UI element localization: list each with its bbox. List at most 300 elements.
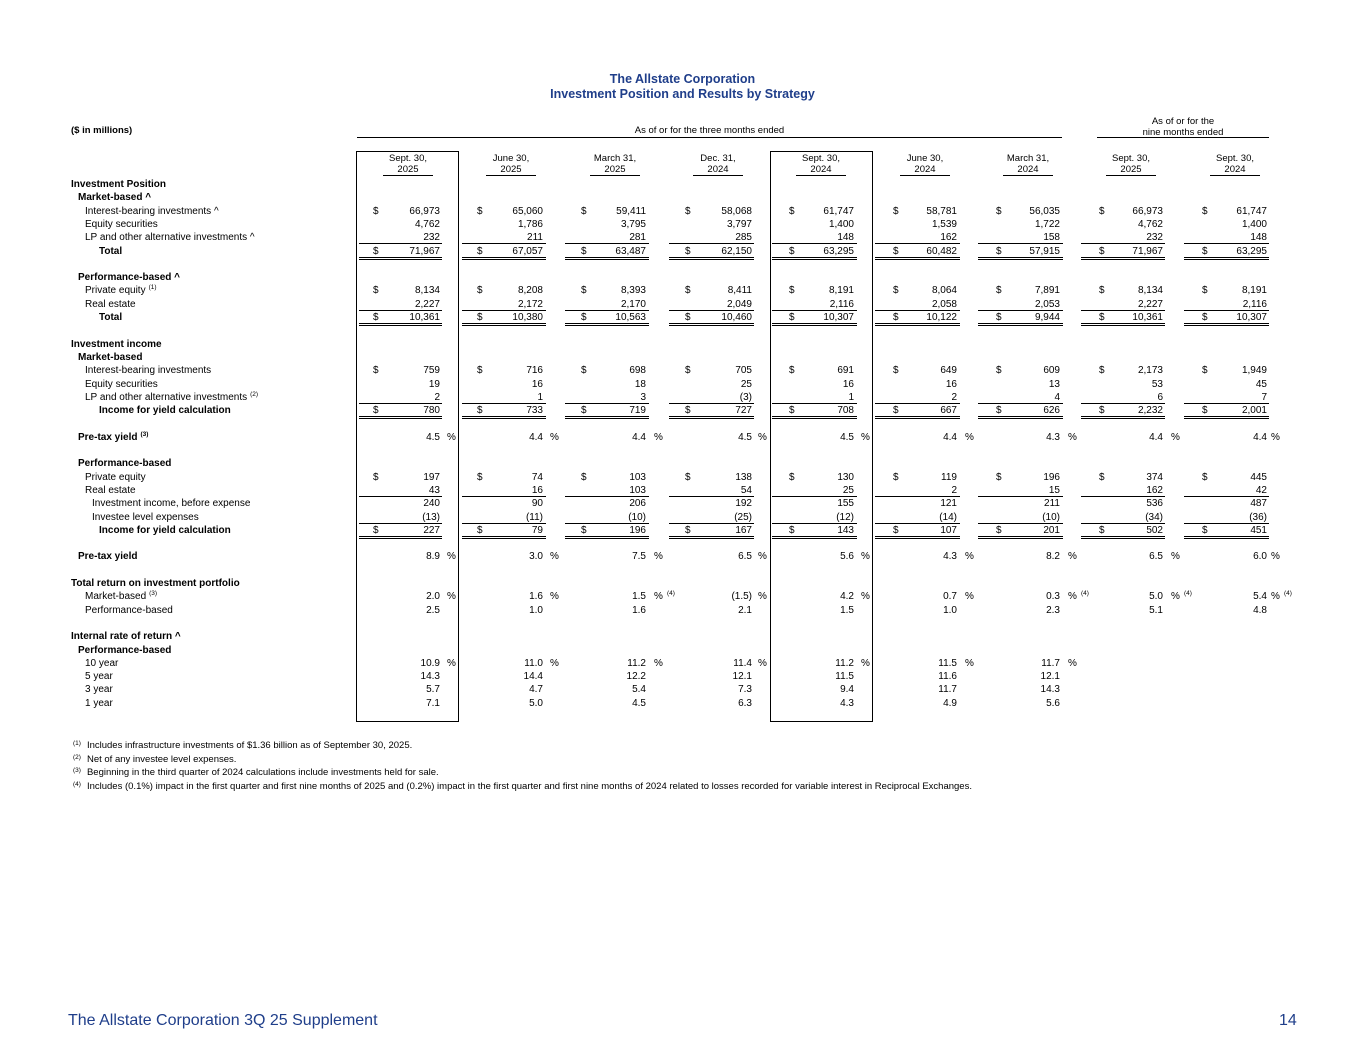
cell-value: (13) — [422, 511, 440, 523]
row-label-text: Private equity — [85, 285, 146, 297]
underline — [978, 323, 1063, 324]
underline — [669, 257, 754, 258]
footer-title: The Allstate Corporation 3Q 25 Supplement — [68, 1012, 378, 1029]
currency-symbol: $ — [685, 245, 691, 257]
row-label — [99, 404, 231, 417]
percent-symbol: % — [1171, 431, 1180, 443]
cell-value: 201 — [1043, 524, 1060, 536]
cell-value: 14.3 — [420, 671, 440, 683]
double-underline — [669, 325, 754, 326]
double-underline — [875, 259, 960, 260]
three-month-rule — [357, 137, 1062, 138]
cell-value: 43 — [428, 484, 440, 496]
cell-value: 649 — [940, 365, 957, 377]
double-underline — [669, 538, 754, 539]
currency-symbol: $ — [996, 205, 1002, 217]
currency-symbol: $ — [685, 471, 691, 483]
currency-symbol: $ — [893, 471, 899, 483]
units-label: ($ in millions) — [71, 125, 133, 136]
table-row — [0, 577, 1365, 590]
cell-value: 4.3 — [840, 697, 854, 709]
table-row — [0, 245, 1365, 258]
row-label-text: Equity securities — [85, 378, 158, 390]
row-label-text: Total — [99, 245, 123, 257]
footnote-marker: (4) — [1284, 590, 1292, 598]
cell-value: 2,116 — [829, 298, 854, 310]
cell-value: 63,295 — [823, 245, 854, 257]
currency-symbol: $ — [477, 405, 483, 417]
cell-value: 62,150 — [721, 245, 752, 257]
column-header-line1: Sept. 30, — [1215, 153, 1255, 164]
cell-value: 143 — [837, 524, 854, 536]
cell-value: 2,170 — [620, 298, 646, 310]
cell-value: 4 — [1054, 391, 1060, 403]
row-label — [78, 351, 142, 364]
currency-symbol: $ — [996, 524, 1002, 536]
cell-value: 103 — [629, 484, 646, 496]
row-label-text: Total — [99, 312, 123, 323]
cell-value: 1,539 — [931, 218, 957, 230]
currency-symbol: $ — [1099, 524, 1105, 536]
cell-value: 4.3 — [943, 551, 957, 563]
currency-symbol: $ — [477, 312, 483, 323]
cell-value: 71,967 — [1132, 245, 1163, 257]
underline — [359, 257, 442, 258]
column-header-line1: March 31, — [1006, 153, 1050, 164]
row-label-text: Interest-bearing investments ^ — [85, 205, 219, 217]
table-row — [0, 378, 1365, 391]
percent-symbol: % — [1271, 551, 1280, 563]
cell-value: 8,208 — [517, 285, 543, 297]
double-underline — [359, 538, 442, 539]
double-underline — [565, 259, 649, 260]
underline — [875, 257, 960, 258]
percent-symbol: % — [861, 431, 870, 443]
column-header-line1: June 30, — [906, 153, 944, 164]
double-underline — [359, 418, 442, 419]
table-row — [0, 484, 1365, 497]
cell-value: 4.9 — [943, 697, 957, 709]
footnote — [73, 779, 972, 793]
cell-value: 16 — [531, 484, 543, 496]
cell-value: 15 — [1048, 484, 1060, 496]
column-header — [358, 153, 458, 175]
column-header-line1: Sept. 30, — [388, 153, 428, 164]
table-row — [0, 205, 1365, 218]
percent-symbol: % — [758, 431, 767, 443]
footnote — [73, 738, 412, 752]
percent-symbol: % — [1068, 591, 1077, 603]
currency-symbol: $ — [893, 245, 899, 257]
cell-value: (10) — [1042, 511, 1060, 523]
double-underline — [1081, 325, 1165, 326]
currency-symbol: $ — [1202, 285, 1208, 297]
double-underline — [875, 538, 960, 539]
cell-value: 1,400 — [1241, 218, 1267, 230]
cell-value: (10) — [628, 511, 646, 523]
currency-symbol: $ — [581, 524, 587, 536]
cell-value: 4.4 — [1253, 431, 1267, 443]
cell-value: 61,747 — [823, 205, 854, 217]
currency-symbol: $ — [1099, 312, 1105, 323]
cell-value: 7.1 — [426, 697, 440, 709]
row-label-text: Equity securities — [85, 218, 158, 230]
column-header-rule — [900, 175, 950, 176]
cell-value: 1,949 — [1241, 365, 1267, 377]
percent-symbol: % — [550, 657, 559, 669]
currency-symbol: $ — [996, 285, 1002, 297]
cell-value: 8,134 — [414, 285, 440, 297]
cell-value: 196 — [1043, 471, 1060, 483]
cell-value: 155 — [837, 498, 854, 510]
cell-value: 4.5 — [632, 697, 646, 709]
row-label-text: Pre-tax yield — [78, 431, 138, 443]
row-label-text: Investee level expenses — [92, 511, 199, 523]
cell-value: 90 — [531, 498, 543, 510]
underline — [669, 536, 754, 537]
double-underline — [462, 325, 546, 326]
table-row — [0, 218, 1365, 231]
double-underline — [1184, 538, 1269, 539]
percent-symbol: % — [1271, 431, 1280, 443]
footnote-marker: (4) — [1081, 590, 1089, 598]
cell-value: 11.7 — [938, 684, 957, 696]
cell-value: 4.5 — [840, 431, 854, 443]
row-label — [85, 471, 146, 484]
percent-symbol: % — [447, 657, 456, 669]
row-label-text: Pre-tax yield — [78, 551, 138, 563]
footnote-mark: (3) — [73, 767, 81, 774]
double-underline — [875, 418, 960, 419]
cell-value: 4,762 — [414, 218, 440, 230]
row-label — [85, 657, 118, 670]
underline — [875, 416, 960, 417]
table-row — [0, 311, 1365, 324]
cell-value: 451 — [1250, 524, 1267, 536]
column-header-line2: 2024 — [914, 164, 936, 175]
cell-value: 5.6 — [840, 551, 854, 563]
row-label-text: Private equity — [85, 471, 146, 483]
currency-symbol: $ — [1202, 205, 1208, 217]
row-label — [99, 524, 231, 537]
row-label-text: Investment income, before expense — [92, 498, 251, 510]
cell-value: 4.5 — [738, 431, 752, 443]
currency-symbol: $ — [1099, 365, 1105, 377]
underline — [978, 536, 1063, 537]
double-underline — [359, 325, 442, 326]
percent-symbol: % — [654, 657, 663, 669]
underline — [772, 416, 857, 417]
currency-symbol: $ — [789, 245, 795, 257]
cell-value: 780 — [423, 405, 440, 417]
cell-value: 8,191 — [1241, 285, 1267, 297]
currency-symbol: $ — [996, 245, 1002, 257]
row-label — [78, 191, 151, 204]
percent-symbol: % — [861, 591, 870, 603]
underline — [875, 323, 960, 324]
cell-value: 19 — [428, 378, 440, 390]
cell-value: 58,781 — [926, 205, 957, 217]
column-header — [565, 153, 665, 175]
cell-value: 705 — [735, 365, 752, 377]
cell-value: 5.4 — [632, 684, 646, 696]
percent-symbol: % — [1068, 431, 1077, 443]
double-underline — [978, 538, 1063, 539]
cell-value: 0.7 — [943, 591, 957, 603]
cell-value: 4.3 — [1046, 431, 1060, 443]
cell-value: 11.2 — [627, 657, 646, 669]
cell-value: 42 — [1255, 484, 1267, 496]
column-header-line1: March 31, — [593, 153, 637, 164]
underline — [462, 323, 546, 324]
three-month-header: As of or for the three months ended — [634, 125, 785, 136]
row-label-text: Performance-based — [85, 604, 173, 616]
cell-value: 107 — [940, 524, 957, 536]
cell-value: 54 — [740, 484, 752, 496]
cell-value: 4.8 — [1253, 604, 1267, 616]
footnote-text: Includes (0.1%) impact in the first quarter and first nine months of 2025 and (0.2%) impact in the first quarter and first nine months of 2024 related to losses recorded for variable interest in Reciprocal Exchanges. — [86, 780, 972, 792]
table-row — [0, 497, 1365, 510]
column-header-rule — [693, 175, 743, 176]
cell-value: 25 — [842, 484, 854, 496]
cell-value: 10,380 — [512, 312, 543, 323]
cell-value: 1 — [537, 391, 543, 403]
currency-symbol: $ — [581, 245, 587, 257]
cell-value: 11.5 — [938, 657, 957, 669]
row-label — [85, 231, 255, 244]
currency-symbol: $ — [581, 405, 587, 417]
table-row — [0, 391, 1365, 404]
cell-value: 4.4 — [1149, 431, 1163, 443]
currency-symbol: $ — [1202, 365, 1208, 377]
percent-symbol: % — [1271, 591, 1280, 603]
currency-symbol: $ — [373, 524, 379, 536]
cell-value: 162 — [940, 232, 957, 244]
underline — [772, 536, 857, 537]
cell-value: 2.5 — [426, 604, 440, 616]
cell-value: 6 — [1157, 391, 1163, 403]
currency-symbol: $ — [685, 285, 691, 297]
row-label — [99, 311, 122, 324]
row-label-text: Income for yield calculation — [99, 405, 231, 417]
currency-symbol: $ — [685, 205, 691, 217]
double-underline — [875, 325, 960, 326]
percent-symbol: % — [447, 591, 456, 603]
cell-value: 25 — [740, 378, 752, 390]
cell-value: 71,967 — [409, 245, 440, 257]
cell-value: 60,482 — [926, 245, 957, 257]
cell-value: 138 — [735, 471, 752, 483]
currency-symbol: $ — [996, 405, 1002, 417]
currency-symbol: $ — [789, 312, 795, 323]
double-underline — [1184, 325, 1269, 326]
underline — [565, 536, 649, 537]
cell-value: 3,795 — [620, 218, 646, 230]
report-subtitle: Investment Position and Results by Strategy — [550, 87, 815, 101]
percent-symbol: % — [447, 551, 456, 563]
page-number: 14 — [1279, 1012, 1297, 1029]
row-label-text: Investment income — [71, 338, 162, 350]
underline — [359, 416, 442, 417]
cell-value: 719 — [629, 405, 646, 417]
underline — [1081, 257, 1165, 258]
percent-symbol: % — [758, 591, 767, 603]
row-label-text: Market-based — [85, 591, 147, 603]
row-label-text: Market-based — [78, 351, 143, 363]
cell-value: 67,057 — [512, 245, 543, 257]
currency-symbol: $ — [477, 471, 483, 483]
underline — [1081, 536, 1165, 537]
cell-value: 1.0 — [943, 604, 957, 616]
row-label — [71, 338, 162, 351]
column-header — [875, 153, 975, 175]
table-row — [0, 511, 1365, 524]
double-underline — [359, 259, 442, 260]
currency-symbol: $ — [789, 365, 795, 377]
underline — [772, 323, 857, 324]
cell-value: 16 — [531, 378, 543, 390]
row-label — [78, 550, 137, 563]
cell-value: 2,001 — [1241, 405, 1267, 417]
percent-symbol: % — [550, 551, 559, 563]
cell-value: 162 — [1146, 484, 1163, 496]
cell-value: 2,049 — [726, 298, 752, 310]
row-label-text: Interest-bearing investments — [85, 365, 212, 377]
cell-value: 13 — [1048, 378, 1060, 390]
column-header-line2: 2025 — [604, 164, 626, 175]
cell-value: 211 — [1044, 498, 1060, 510]
row-label-text: 5 year — [85, 671, 113, 683]
cell-value: 211 — [527, 232, 543, 244]
cell-value: 7.5 — [632, 551, 646, 563]
column-header-rule — [1210, 175, 1260, 176]
column-header-rule — [1106, 175, 1156, 176]
row-label-text: 10 year — [85, 657, 119, 669]
footnote — [73, 765, 439, 779]
cell-value: 16 — [945, 378, 957, 390]
cell-value: 2,232 — [1137, 405, 1163, 417]
table-row — [0, 271, 1365, 284]
table-row — [0, 431, 1365, 444]
cell-value: 8,134 — [1137, 285, 1163, 297]
row-label — [78, 431, 148, 444]
table-row — [0, 284, 1365, 297]
cell-value: 11.0 — [524, 657, 543, 669]
footnote-text: Net of any investee level expenses. — [86, 753, 237, 765]
cell-value: 8,411 — [727, 285, 752, 297]
table-row — [0, 604, 1365, 617]
footnote-text: Includes infrastructure investments of $1.36 billion as of September 30, 2025. — [86, 740, 413, 751]
row-label — [85, 697, 113, 710]
double-underline — [772, 325, 857, 326]
cell-value: 6.5 — [1149, 551, 1163, 563]
table-row — [0, 178, 1365, 191]
row-label-text: Investment Position — [71, 179, 167, 190]
row-label-text: Real estate — [85, 298, 136, 310]
cell-value: 626 — [1043, 405, 1060, 417]
cell-value: 4.4 — [529, 431, 543, 443]
underline — [1184, 323, 1269, 324]
currency-symbol: $ — [996, 471, 1002, 483]
underline — [359, 323, 442, 324]
percent-symbol: % — [447, 431, 456, 443]
footnote-marker: (4) — [1184, 590, 1192, 598]
cell-value: 0.3 — [1046, 591, 1060, 603]
double-underline — [978, 259, 1063, 260]
currency-symbol: $ — [581, 285, 587, 297]
cell-value: 130 — [837, 471, 854, 483]
underline — [462, 257, 546, 258]
currency-symbol: $ — [373, 312, 379, 323]
cell-value: 502 — [1146, 524, 1163, 536]
table-row — [0, 471, 1365, 484]
column-header — [1081, 153, 1181, 175]
double-underline — [772, 538, 857, 539]
row-label-text: 3 year — [85, 684, 113, 696]
currency-symbol: $ — [581, 205, 587, 217]
footnote-text: Beginning in the third quarter of 2024 calculations include investments held for sale. — [86, 767, 439, 778]
cell-value: 2,227 — [1137, 298, 1163, 310]
cell-value: 716 — [526, 365, 543, 377]
cell-value: 1.6 — [529, 591, 543, 603]
double-underline — [462, 538, 546, 539]
double-underline — [772, 418, 857, 419]
cell-value: 11.4 — [733, 657, 752, 669]
double-underline — [1184, 418, 1269, 419]
cell-value: 5.4 — [1253, 591, 1267, 603]
cell-value: 53 — [1151, 378, 1163, 390]
table-row — [0, 457, 1365, 470]
currency-symbol: $ — [893, 312, 899, 323]
underline — [669, 416, 754, 417]
cell-value: 10,307 — [823, 312, 854, 323]
cell-value: 6.0 — [1253, 551, 1267, 563]
cell-value: 1.6 — [632, 604, 646, 616]
cell-value: 11.2 — [835, 657, 854, 669]
column-header — [771, 153, 871, 175]
cell-value: 148 — [1250, 232, 1267, 244]
footnote-marker: (3) — [149, 590, 158, 598]
currency-symbol: $ — [685, 365, 691, 377]
table-row — [0, 351, 1365, 364]
percent-symbol: % — [758, 551, 767, 563]
column-header-line2: 2024 — [1017, 164, 1039, 175]
underline — [565, 323, 649, 324]
currency-symbol: $ — [685, 405, 691, 417]
table-row — [0, 231, 1365, 244]
footnote-mark: (2) — [73, 753, 81, 761]
cell-value: 1.5 — [632, 591, 646, 603]
row-label-text: 1 year — [85, 697, 113, 709]
cell-value: 10,563 — [615, 312, 646, 323]
cell-value: 4.4 — [943, 431, 957, 443]
nine-month-rule — [1097, 137, 1269, 138]
cell-value: 2,116 — [1242, 298, 1267, 310]
cell-value: 158 — [1043, 232, 1060, 244]
cell-value: 11.5 — [835, 671, 854, 683]
currency-symbol: $ — [789, 524, 795, 536]
column-header — [668, 153, 768, 175]
row-label — [85, 298, 136, 311]
cell-value: 281 — [629, 232, 646, 244]
currency-symbol: $ — [373, 471, 379, 483]
percent-symbol: % — [1171, 591, 1180, 603]
cell-value: 10,460 — [721, 312, 752, 323]
underline — [565, 416, 649, 417]
cell-value: 232 — [423, 232, 440, 244]
underline — [1184, 416, 1269, 417]
currency-symbol: $ — [1099, 471, 1105, 483]
